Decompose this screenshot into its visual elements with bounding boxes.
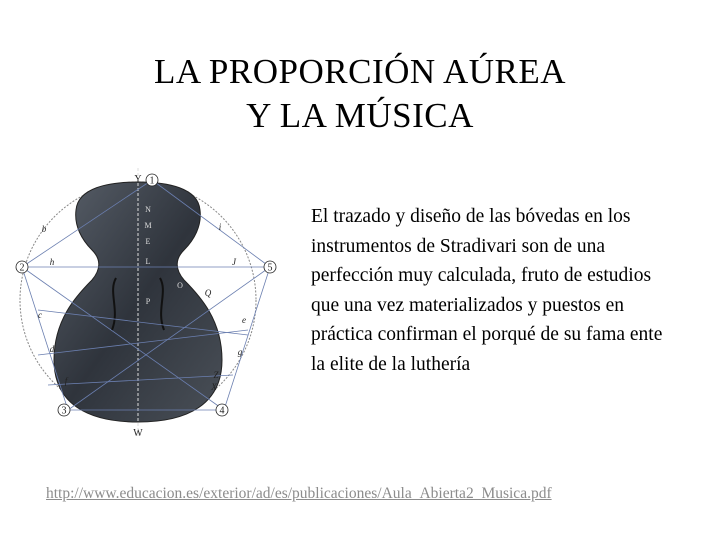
label-bottom: W bbox=[133, 428, 143, 439]
svg-text:3: 3 bbox=[61, 405, 67, 417]
circle-number-4 bbox=[216, 404, 228, 417]
letter-center-4: O bbox=[177, 281, 183, 290]
letter-left-2: c bbox=[38, 310, 42, 320]
letter-left-4: f bbox=[64, 376, 68, 386]
circle-number-2 bbox=[16, 261, 28, 274]
letter-right-3: e bbox=[242, 315, 246, 325]
svg-text:5: 5 bbox=[267, 262, 273, 274]
letter-center-0: N bbox=[145, 205, 151, 214]
slide-title bbox=[0, 50, 720, 138]
title-line-1: LA PROPORCIÓN AÚREA bbox=[153, 52, 567, 91]
svg-text:4: 4 bbox=[219, 405, 225, 417]
svg-text:2: 2 bbox=[19, 262, 25, 274]
letter-center-3: L bbox=[145, 257, 151, 266]
violin-geometry-diagram bbox=[8, 160, 290, 450]
letter-right-5: Z bbox=[213, 370, 219, 380]
svg-text:1: 1 bbox=[149, 175, 155, 187]
letter-right-2: Q bbox=[204, 288, 212, 298]
circle-number-3 bbox=[58, 404, 70, 417]
title-line-2: Y LA MÚSICA bbox=[246, 96, 474, 135]
letter-right-1: J bbox=[232, 257, 236, 267]
letter-center-5: P bbox=[145, 297, 151, 306]
letter-right-6: X bbox=[211, 382, 217, 392]
letter-center-2: E bbox=[145, 237, 151, 246]
source-link[interactable]: http://www.educacion.es/exterior/ad/es/publicaciones/Aula_Abierta2_Musica.pdf bbox=[46, 485, 552, 502]
body-paragraph: El trazado y diseño de las bóvedas en los instrumentos de Stradivari son de una perfección muy calculada, fruto de estudios que una vez materializados y puestos en práctica confirman el porqué de su fama ente la elite de la luthería bbox=[311, 206, 663, 375]
circle-number-1 bbox=[146, 174, 158, 187]
letter-center-1: M bbox=[144, 221, 152, 230]
circle-number-5 bbox=[264, 261, 276, 274]
letter-right-4: g bbox=[237, 347, 243, 357]
letter-right-0: i bbox=[218, 222, 222, 232]
letter-left-0: b bbox=[41, 224, 47, 234]
letter-left-1: h bbox=[49, 257, 55, 267]
label-top: Y bbox=[134, 174, 142, 185]
letter-left-3: d bbox=[49, 344, 55, 354]
